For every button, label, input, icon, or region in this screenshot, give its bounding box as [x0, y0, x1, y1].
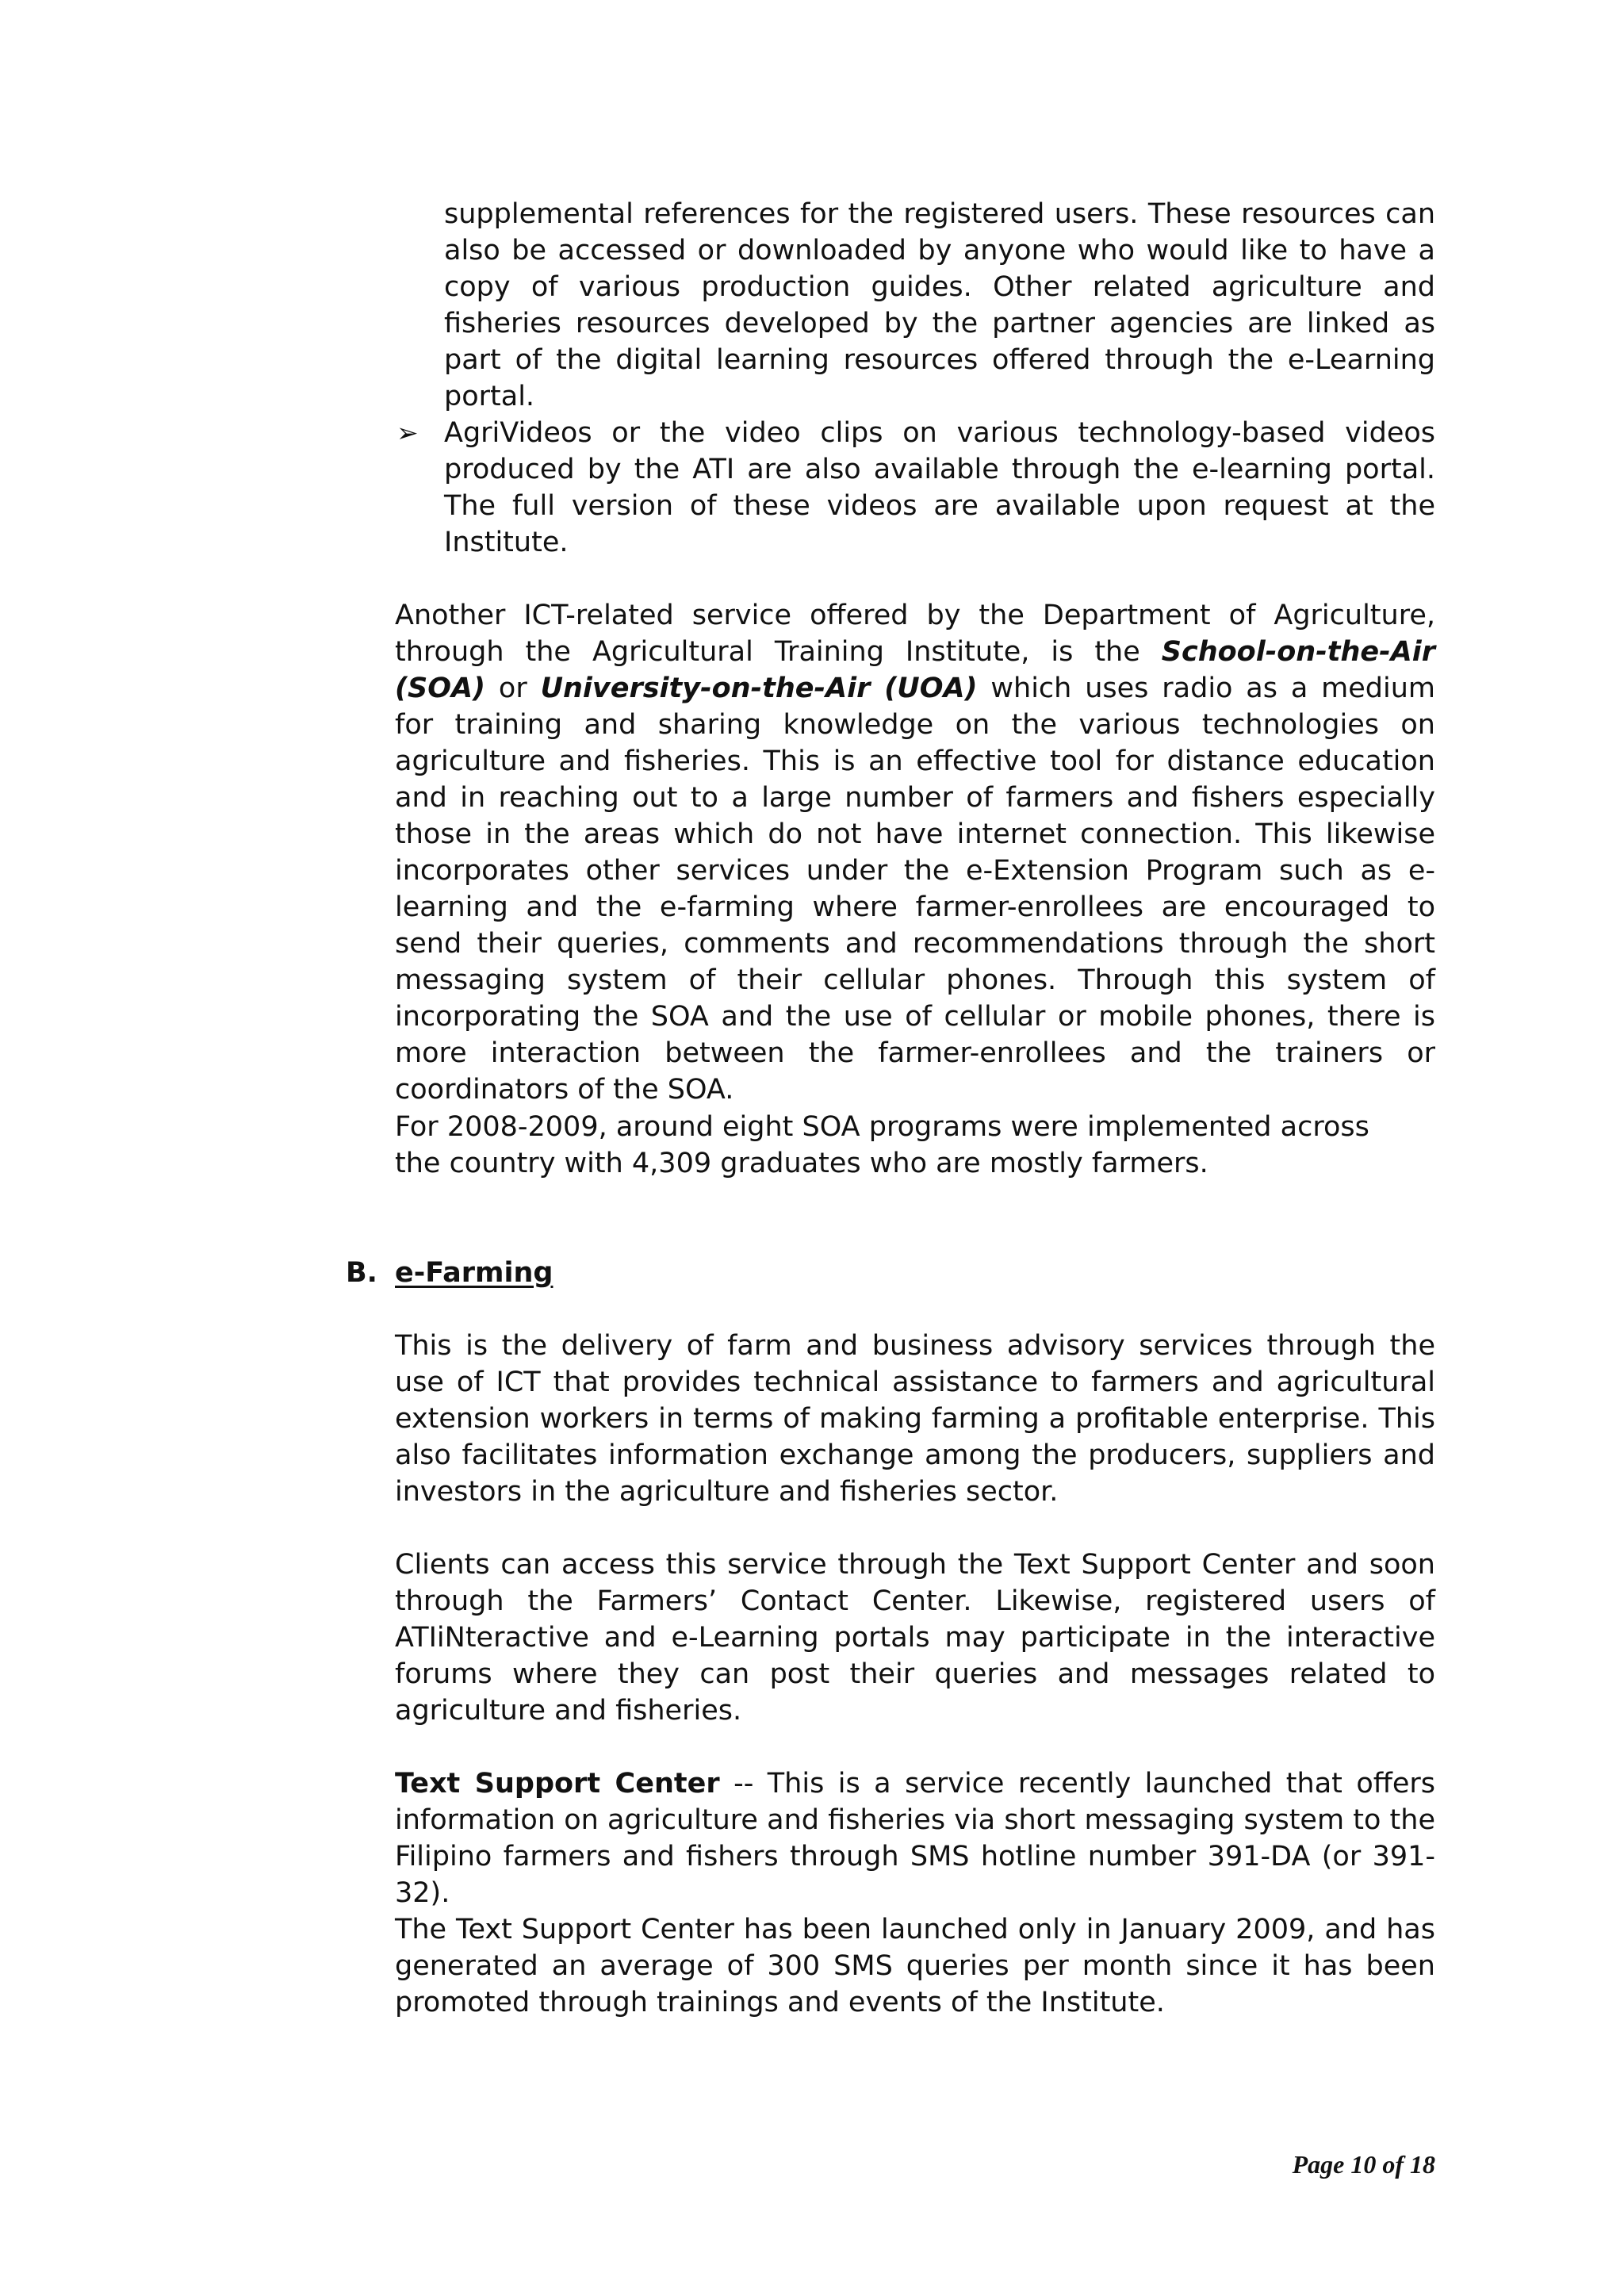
efarming-intro-paragraph: This is the delivery of farm and business advisory services through the use of ICT that provides technical assistance to farmers and agricultural extension workers in terms of making farming a profitable enterprise. This also facilitates information exchange among the producers, suppliers and investors in the agriculture and fisheries sector.: [395, 1330, 1435, 1508]
agrivideos-bullet-paragraph: AgriVideos or the video clips on various technology-based videos produced by the ATI are also available through the e-learning portal. The full version of these videos are available upon request at the Institute.: [444, 417, 1435, 558]
text-support-center-label: Text Support Center: [395, 1768, 720, 1800]
section-title: e-Farming: [395, 1257, 553, 1289]
text-support-center-text: -- This is a service recently launched that offers information on agriculture and fisheries via short messaging system to the Filipino farmers and fishers through SMS hotline number 391-DA (or 391-32).: [395, 1768, 1436, 1909]
section-letter: B.: [346, 1257, 377, 1289]
soa-text-2: or: [485, 673, 541, 704]
arrow-bullet-icon: ➢: [396, 417, 419, 448]
clients-access-paragraph: Clients can access this service through the Text Support Center and soon through the Farmers’ Contact Center. Likewise, registered users of ATIiNteractive and e-Learning portals may participate in the interactive forums where they can post their queries and messages related to agriculture and fisheries.: [395, 1549, 1435, 1727]
text-support-launch-paragraph: The Text Support Center has been launched only in January 2009, and has generated an average of 300 SMS queries per month since it has been promoted through trainings and events of the Institute.: [395, 1914, 1435, 2018]
uoa-program-name: University-on-the-Air (UOA): [540, 673, 978, 704]
resources-continuation-paragraph: supplemental references for the registered users. These resources can also be accessed or downloaded by anyone who would like to have a copy of various production guides. Other related agriculture and fisheries resources developed by the partner agencies are linked as part of the digital learning resources offered through the e-Learning portal.: [444, 198, 1435, 412]
soa-paragraph: [395, 597, 1435, 1108]
soa-statistics-paragraph: For 2008-2009, around eight SOA programs were implemented across the country with 4,309 graduates who are mostly farmers.: [395, 1111, 1369, 1179]
page-number: Page 10 of 18: [1292, 2150, 1435, 2179]
soa-text-3: which uses radio as a medium for training and sharing knowledge on the various technologies on agriculture and fisheries. This is an effective tool for distance education and in reaching out to a large number of farmers and fishers especially those in the areas which do not have internet connection. This likewise incorporates other services under the e-Extension Program such as e-learning and the e-farming where farmer-enrollees are encouraged to send their queries, comments and recommendations through the short messaging system of their cellular phones. Through this system of incorporating the SOA and the use of cellular or mobile phones, there is more interaction between the farmer-enrollees and the trainers or coordinators of the SOA.: [395, 673, 1435, 1106]
soa-text-1: Another ICT-related service offered by the Department of Agriculture, through the Agricultural Training Institute, is the: [395, 600, 1435, 668]
text-support-center-paragraph: [395, 1765, 1435, 1911]
soa-program-name: School-on-the-Air (SOA): [395, 636, 1435, 704]
